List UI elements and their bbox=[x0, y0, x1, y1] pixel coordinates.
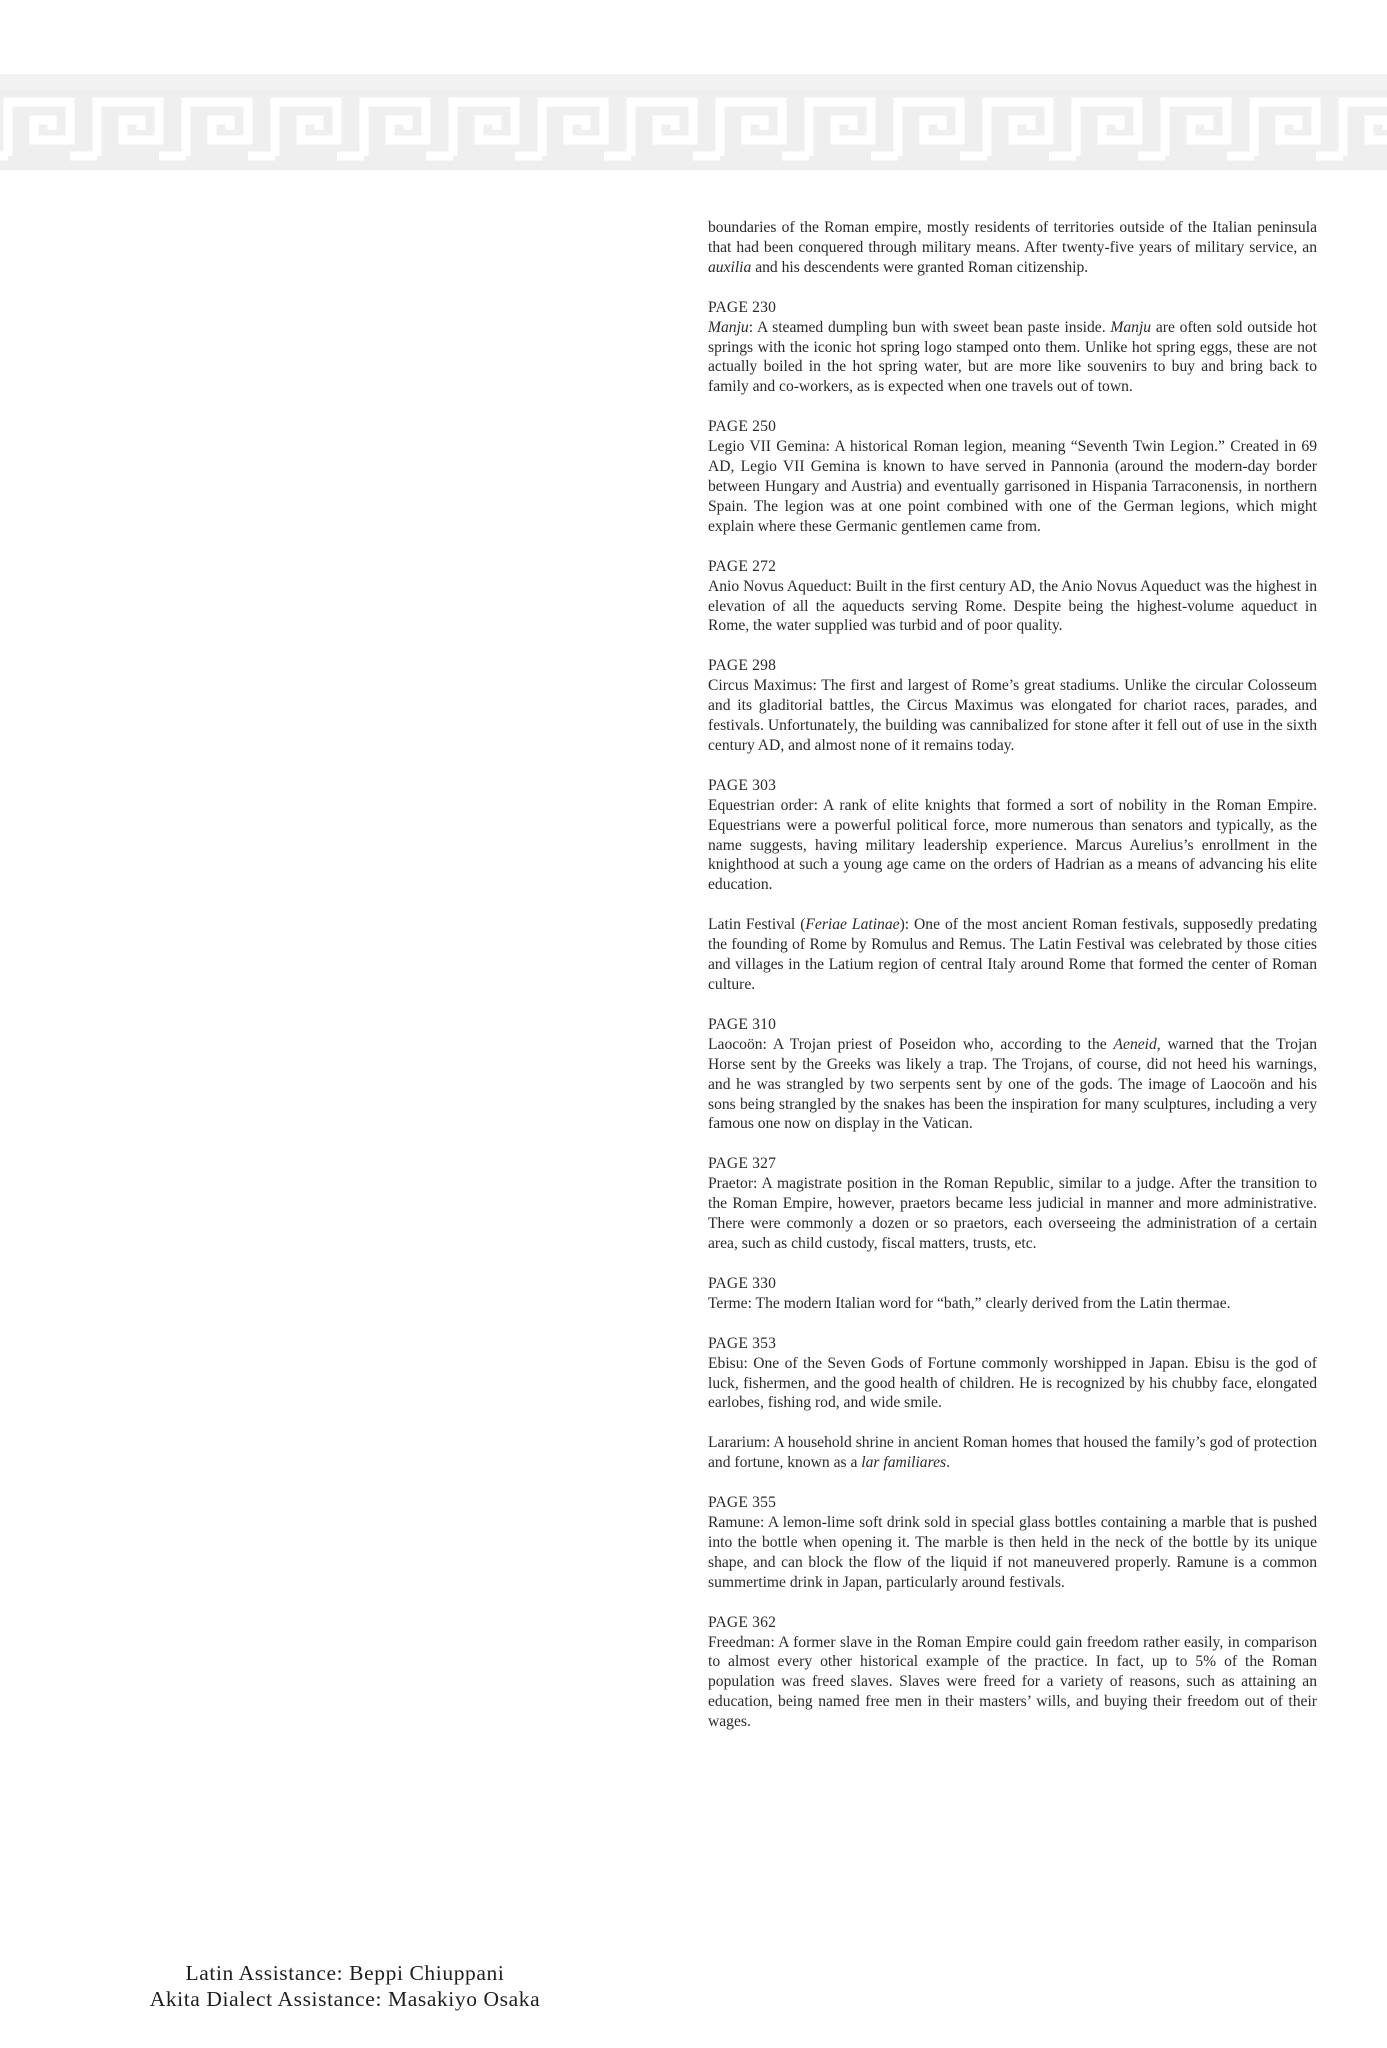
page-number-label: PAGE 298 bbox=[708, 657, 777, 675]
italic-term: Feriae Latinae bbox=[805, 916, 900, 934]
italic-term: Manju bbox=[1110, 318, 1152, 336]
note-text bbox=[708, 218, 1317, 278]
credit-akita-dialect-assistance: Akita Dialect Assistance: Masakiyo Osaka bbox=[149, 1987, 541, 2011]
note-entry bbox=[708, 1015, 1317, 1134]
note-entry bbox=[708, 915, 1317, 995]
note-text bbox=[708, 915, 1317, 995]
note-entry bbox=[708, 1154, 1317, 1254]
note-text-run: Ramune: A lemon-lime soft drink sold in special glass bottles containing a marble that is pushed into the bottle when opening it. The marble is then held in the neck of the bottle by its unique shape, and can block the flow of the liquid if not maneuvered properly. Ramune is a common summertime drink in Japan, particularly around festivals. bbox=[708, 1514, 1317, 1591]
note-text bbox=[708, 796, 1317, 896]
note-text bbox=[708, 1354, 1317, 1414]
note-entry bbox=[708, 1613, 1317, 1732]
page-number-label: PAGE 310 bbox=[708, 1015, 777, 1033]
note-text-run: : A steamed dumpling bun with sweet bean paste inside. bbox=[748, 318, 1111, 336]
note-text bbox=[708, 437, 1317, 537]
note-text-run: Praetor: A magistrate position in the Roman Republic, similar to a judge. After the transition to the Roman Empire, however, praetors became less judicial in manner and more administrative. There were commonly a dozen or so praetors, each overseeing the administration of a certain area, such as child custody, fiscal matters, trusts, etc. bbox=[708, 1175, 1317, 1252]
note-text-run: boundaries of the Roman empire, mostly residents of territories outside of the Italian peninsula that had been conquered through military means. After twenty-five years of military service, an bbox=[708, 219, 1317, 256]
page-number-label: PAGE 353 bbox=[708, 1334, 777, 1352]
note-text-run: Anio Novus Aqueduct: Built in the first century AD, the Anio Novus Aqueduct was the highest in elevation of all the aqueducts serving Rome. Despite being the highest-volume aqueduct in Rome, the water supplied was turbid and of poor quality. bbox=[708, 577, 1317, 635]
note-text-run: Equestrian order: A rank of elite knights that formed a sort of nobility in the Roman Empire. Equestrians were a powerful political force, more numerous than senators and typically, as the name suggests, having military leadership experience. Marcus Aurelius’s enrollment in the knighthood at such a young age came on the orders of Hadrian as a means of advancing his elite education. bbox=[708, 796, 1317, 894]
credit-latin-assistance: Latin Assistance: Beppi Chiuppani bbox=[185, 1961, 505, 1985]
note-entry bbox=[708, 656, 1317, 756]
note-text-run: Lararium: A household shrine in ancient Roman homes that housed the family’s god of protection and fortune, known as a bbox=[708, 1434, 1317, 1472]
note-text bbox=[708, 676, 1317, 756]
note-entry bbox=[708, 1433, 1317, 1473]
note-text bbox=[708, 1633, 1317, 1733]
note-text bbox=[708, 1513, 1317, 1593]
note-text bbox=[708, 1035, 1317, 1135]
note-entry bbox=[708, 298, 1317, 398]
italic-term: auxilia bbox=[708, 258, 752, 276]
translation-notes bbox=[708, 218, 1317, 1752]
page-number-label: PAGE 355 bbox=[708, 1494, 777, 1512]
note-text-run: , warned that the Trojan Horse sent by the Greeks was likely a trap. The Trojans, of course, did not heed his warnings, and he was strangled by two serpents sent by one of the gods. The image of Laocoön and his sons being strangled by the snakes has been the inspiration for many sculptures, including a very famous one now on display in the Vatican. bbox=[708, 1035, 1317, 1133]
note-text-run: Legio VII Gemina: A historical Roman legion, meaning “Seventh Twin Legion.” Created in 69 AD, Legio VII Gemina is known to have served in Pannonia (around the modern-day border between Hungary and Austria) and eventually garrisoned in Hispania Tarraconensis, in northern Spain. The legion was at one point combined with one of the German legions, which might explain where these Germanic gentlemen came from. bbox=[708, 438, 1317, 535]
page-number-label: PAGE 327 bbox=[708, 1155, 777, 1173]
note-entry bbox=[708, 1334, 1317, 1414]
note-entry bbox=[708, 1274, 1317, 1314]
note-text-run: are often sold outside hot springs with the iconic hot spring logo stamped onto them. Unlike hot spring eggs, these are not actually boiled in the hot spring water, but are more like souvenirs to buy and bring back to family and co-workers, as is expected when one travels out of town. bbox=[708, 318, 1317, 396]
note-entry bbox=[708, 417, 1317, 536]
note-entry bbox=[708, 557, 1317, 637]
page-number-label: PAGE 303 bbox=[708, 776, 777, 794]
note-text-run: ): One of the most ancient Roman festivals, supposedly predating the founding of Rome by Romulus and Remus. The Latin Festival was celebrated by those cities and villages in the Latium region of central Italy around Rome that formed the center of Roman culture. bbox=[708, 916, 1317, 993]
note-text-run: Latin Festival ( bbox=[708, 916, 806, 934]
page-number-label: PAGE 230 bbox=[708, 298, 777, 316]
page-number-label: PAGE 362 bbox=[708, 1613, 777, 1631]
page-number-label: PAGE 272 bbox=[708, 557, 777, 575]
note-entry bbox=[708, 218, 1317, 278]
note-text-run: . bbox=[946, 1454, 950, 1472]
note-text-run: Terme: The modern Italian word for “bath,” clearly derived from the Latin thermae. bbox=[708, 1294, 1231, 1312]
note-text-run: Freedman: A former slave in the Roman Empire could gain freedom rather easily, in comparison to almost every other historical example of the practice. In fact, up to 5% of the Roman population was freed slaves. Slaves were freed for a variety of reasons, such as attaining an education, being named free men in their masters’ wills, and buying their freedom out of their wages. bbox=[708, 1633, 1317, 1731]
note-text bbox=[708, 577, 1317, 637]
note-text bbox=[708, 1294, 1317, 1314]
note-entry bbox=[708, 776, 1317, 895]
note-entry bbox=[708, 1493, 1317, 1593]
note-text-run: Ebisu: One of the Seven Gods of Fortune commonly worshipped in Japan. Ebisu is the god of luck, fishermen, and the good health of children. He is recognized by his chubby face, elongated earlobes, fishing rod, and wide smile. bbox=[708, 1354, 1317, 1412]
note-text-run: Laocoön: A Trojan priest of Poseidon who, according to the bbox=[708, 1035, 1114, 1053]
note-text bbox=[708, 1433, 1317, 1473]
page-number-label: PAGE 330 bbox=[708, 1274, 777, 1292]
note-text bbox=[708, 318, 1317, 398]
note-text-run: Circus Maximus: The first and largest of Rome’s great stadiums. Unlike the circular Colosseum and its gladitorial battles, the Circus Maximus was elongated for chariot races, parades, and festivals. Unfortunately, the building was cannibalized for stone after it fell out of use in the sixth century AD, and almost none of it remains today. bbox=[708, 677, 1317, 754]
page-number-label: PAGE 250 bbox=[708, 418, 777, 436]
note-text-run: and his descendents were granted Roman citizenship. bbox=[751, 258, 1089, 276]
greek-key-border bbox=[0, 74, 1387, 170]
credits bbox=[110, 1960, 580, 2012]
note-text bbox=[708, 1174, 1317, 1254]
italic-term: Manju bbox=[708, 318, 749, 336]
italic-term: lar familiares bbox=[861, 1454, 947, 1472]
italic-term: Aeneid bbox=[1113, 1035, 1157, 1053]
